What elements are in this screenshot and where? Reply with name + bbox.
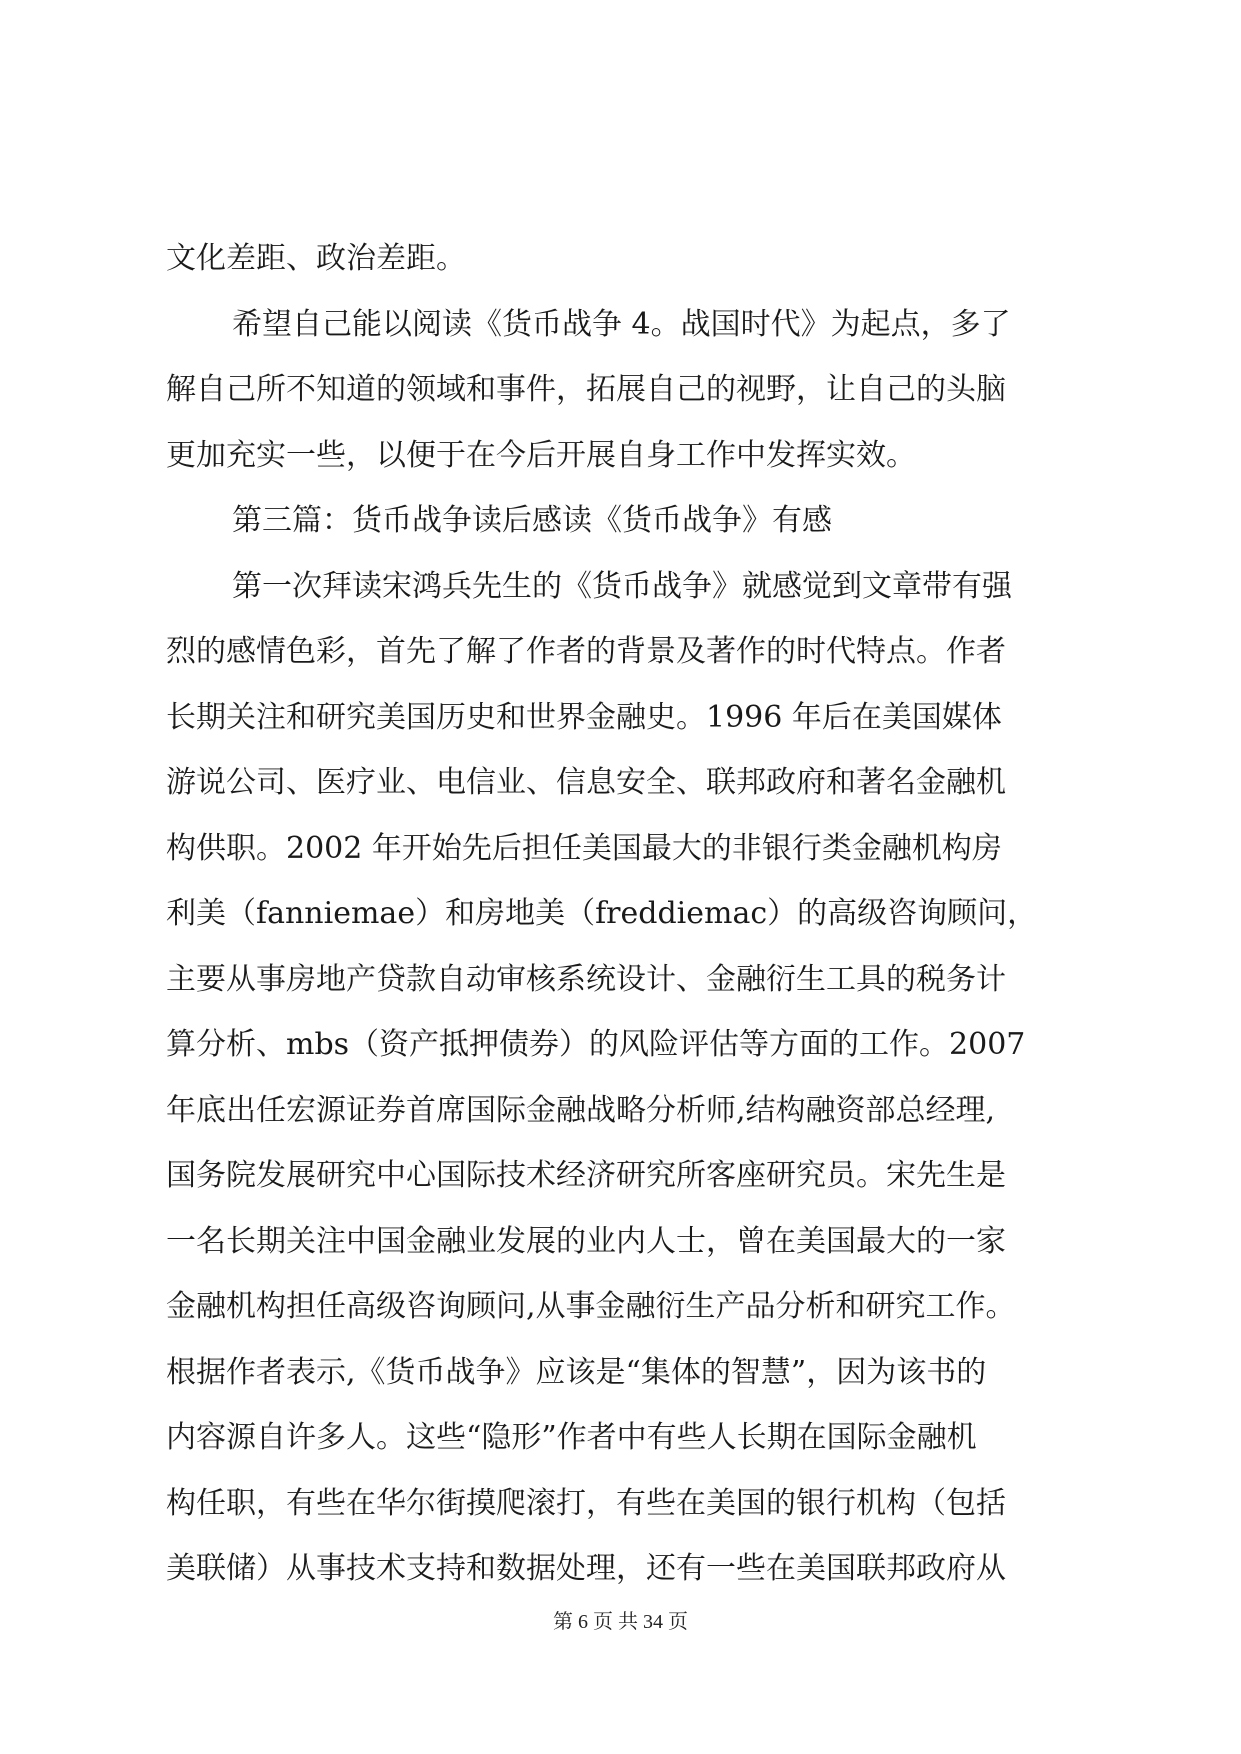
text-line: 国务院发展研究中心国际技术经济研究所客座研究员。宋先生是 [166, 1158, 1006, 1193]
text-line: 算分析、mbs（资产抵押债券）的风险评估等方面的工作。2007 [166, 1027, 1026, 1062]
document-body [166, 226, 1084, 1602]
text-line: 构任职，有些在华尔街摸爬滚打，有些在美国的银行机构（包括 [166, 1485, 1006, 1521]
text-line: 构供职。2002 年开始先后担任美国最大的非银行类金融机构房 [166, 830, 1002, 866]
text-line: 内容源自许多人。这些“隐形”作者中有些人长期在国际金融机 [166, 1420, 977, 1455]
text-line: 金融机构担任高级咨询顾问,从事金融衍生产品分析和研究工作。 [166, 1289, 1016, 1324]
text-line: 根据作者表示,《货币战争》应该是“集体的智慧”，因为该书的 [166, 1354, 987, 1390]
text-line: 更加充实一些，以便于在今后开展自身工作中发挥实效。 [166, 437, 916, 473]
page-number-footer: 第 6 页 共 34 页 [553, 1611, 688, 1633]
text-line: 年底出任宏源证券首席国际金融战略分析师,结构融资部总经理, [166, 1092, 996, 1128]
section-heading: 第三篇：货币战争读后感读《货币战争》有感 [232, 503, 832, 538]
text-line: 利美（fanniemae）和房地美（freddiemac）的高级咨询顾问， [166, 896, 1038, 931]
text-line: 长期关注和研究美国历史和世界金融史。1996 年后在美国媒体 [166, 699, 1002, 735]
text-line: 希望自己能以阅读《货币战争 4。战国时代》为起点，多了 [232, 306, 1011, 342]
text-line: 主要从事房地产贷款自动审核系统设计、金融衍生工具的税务计 [166, 961, 1006, 997]
text-line: 第一次拜读宋鸿兵先生的《货币战争》就感觉到文章带有强 [232, 568, 1012, 604]
text-line: 文化差距、政治差距。 [166, 241, 466, 276]
text-line: 烈的感情色彩，首先了解了作者的背景及著作的时代特点。作者 [166, 634, 1006, 669]
text-line: 游说公司、医疗业、电信业、信息安全、联邦政府和著名金融机 [166, 765, 1006, 800]
text-line: 一名长期关注中国金融业发展的业内人士，曾在美国最大的一家 [166, 1223, 1006, 1259]
text-line: 解自己所不知道的领域和事件，拓展自己的视野，让自己的头脑 [166, 372, 1006, 407]
text-line: 美联储）从事技术支持和数据处理，还有一些在美国联邦政府从 [166, 1551, 1006, 1586]
